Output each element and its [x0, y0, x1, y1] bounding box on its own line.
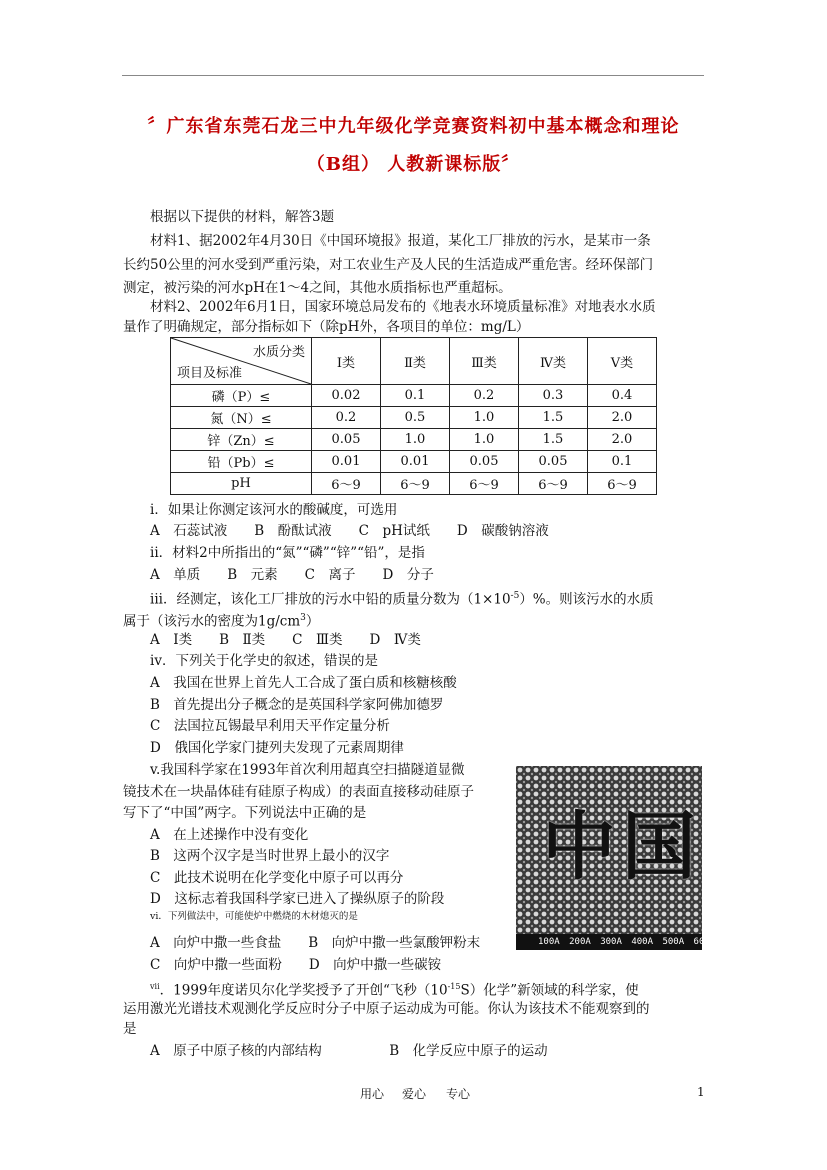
corner-top-label: 水质分类 — [252, 345, 305, 360]
q3-stem-line2: 属于（该污水的密度为$1g/cm^3$） — [123, 613, 320, 630]
q6-stem: vi．下列做法中，可能使炉中燃烧的木材熄灭的是 — [150, 911, 358, 922]
q5-option-c: C 此技术说明在化学变化中原子可以再分 — [150, 870, 404, 886]
table-cell: 1.5 — [519, 407, 588, 429]
table-row-label: pH — [171, 473, 312, 495]
header-rule — [122, 75, 704, 76]
table-cell: 0.5 — [381, 407, 450, 429]
footer-item: 用心 — [360, 1087, 385, 1101]
scale-label: 700A — [724, 937, 747, 947]
table-cell: 0.02 — [312, 385, 381, 407]
q4-option-b: B 首先提出分子概念的是英国科学家阿佛加德罗 — [150, 697, 444, 713]
scale-label: 300A — [600, 937, 622, 947]
table-cell: 0.3 — [519, 385, 588, 407]
table-cell: 0.05 — [312, 429, 381, 451]
q3-stem-line1: iii．经测定，该化工厂排放的污水中铅的质量分数为$(1\times 10^{-5})\%$。则该污水的水质 — [150, 591, 654, 608]
material1-line2: 长约50公里的河水受到严重污染，对工农业生产及人民的生活造成严重危害。经环保部门 — [123, 257, 654, 273]
table-cell: 0.1 — [381, 385, 450, 407]
stm-scale-bar — [516, 934, 747, 950]
table-header-cell: Ⅲ类 — [450, 338, 519, 385]
table-row-label: 氮（N）≤ — [171, 407, 312, 429]
scale-label: 500A — [662, 937, 685, 947]
table-cell: 0.01 — [312, 451, 381, 473]
table-cell: 0.2 — [450, 385, 519, 407]
table-row — [171, 385, 657, 407]
page-number: 1 — [697, 1085, 705, 1099]
table-cell: 0.01 — [381, 451, 450, 473]
q1-options: A 石蕊试液 B 酚酞试液 C pH试纸 D 碳酸钠溶液 — [150, 523, 549, 539]
document-title-line1: 〞广东省东莞石龙三中九年级化学竞赛资料初中基本概念和理论 — [147, 116, 680, 137]
q2-stem: ii．材料2中所指出的“氮”“磷”“锌”“铅”，是指 — [150, 545, 425, 561]
footer-item: 专心 — [446, 1087, 471, 1101]
table-row-label: 磷（P）≤ — [171, 385, 312, 407]
q6-options-row2: C 向炉中撒一些面粉 D 向炉中撒一些碳铵 — [150, 957, 442, 973]
scale-label: 600A — [693, 937, 716, 947]
table-cell: 2.0 — [588, 407, 657, 429]
material1-line1: 材料1、据2002年4月30日《中国环境报》报道，某化工厂排放的污水，是某市一条 — [150, 233, 651, 249]
material1-line3: 测定，被污染的河水pH在1～4之间，其他水质指标也严重超标。 — [123, 280, 512, 296]
q4-option-c: C 法国拉瓦锡最早利用天平作定量分析 — [150, 718, 390, 734]
q4-option-d: D 俄国化学家门捷列夫发现了元素周期律 — [150, 740, 404, 756]
intro: 根据以下提供的材料，解答3题 — [150, 209, 335, 225]
table-cell: 1.0 — [450, 429, 519, 451]
q5-stem-line3: 写下了“中国”两字。下列说法中正确的是 — [123, 805, 367, 821]
table-cell: 1.5 — [519, 429, 588, 451]
stm-image — [516, 766, 747, 950]
table-cell: 6～9 — [588, 473, 657, 495]
material2-line1: 材料2、2002年6月1日，国家环境总局发布的《地表水环境质量标准》对地表水水质 — [150, 299, 656, 315]
q7-stem-line2: 运用激光光谱技术观测化学反应时分子中原子运动成为可能。你认为该技术不能观察到的 — [123, 1001, 650, 1017]
q5-stem-line2: 镜技术在一块晶体硅有硅原子构成）的表面直接移动硅原子 — [123, 784, 474, 800]
q6-options-row1: A 向炉中撒一些食盐 B 向炉中撒一些氯酸钾粉末 — [150, 935, 481, 951]
table-row — [171, 473, 657, 495]
table-cell: 2.0 — [588, 429, 657, 451]
q7-options: A 原子中原子核的内部结构 B 化学反应中原子的运动 — [150, 1043, 548, 1059]
water-quality-table — [170, 337, 657, 495]
scale-label: 100A — [538, 937, 560, 947]
scale-label: 400A — [631, 937, 654, 947]
table-cell: 0.1 — [588, 451, 657, 473]
q3-options: A Ⅰ类 B Ⅱ类 C Ⅲ类 D Ⅳ类 — [150, 632, 421, 648]
q7-stem-line1: $^{vii}$．1999年度诺贝尔化学奖授予了开创“飞秒$(10^{-15}S)$化学”新领域的科学家，使 — [150, 982, 639, 999]
table-header-cell: Ⅱ类 — [381, 338, 450, 385]
table-header-cell: Ⅰ类 — [312, 338, 381, 385]
corner-bottom-label: 项目及标准 — [177, 366, 243, 381]
q1-stem: i．如果让你测定该河水的酸碱度，可选用 — [150, 502, 398, 518]
table-row-label: 锌（Zn）≤ — [171, 429, 312, 451]
table-header-cell: Ⅳ类 — [519, 338, 588, 385]
q5-option-b: B 这两个汉字是当时世界上最小的汉字 — [150, 848, 390, 864]
q7-stem-line3: 是 — [123, 1021, 137, 1037]
q5-option-d: D 这标志着我国科学家已进入了操纵原子的阶段 — [150, 891, 445, 907]
table-cell: 6～9 — [450, 473, 519, 495]
table-row-label: 铅（Pb）≤ — [171, 451, 312, 473]
table-row — [171, 451, 657, 473]
document-title-line2: （B组） 人教新课标版〞 — [306, 154, 521, 175]
table-cell: 0.2 — [312, 407, 381, 429]
table-cell: 1.0 — [381, 429, 450, 451]
q5-stem-line1: v.我国科学家在1993年首次利用超真空扫描隧道显微 — [150, 762, 465, 778]
table-cell: 1.0 — [450, 407, 519, 429]
table-header-cell: Ⅴ类 — [588, 338, 657, 385]
q4-option-a: A 我国在世界上首先人工合成了蛋白质和核糖核酸 — [150, 675, 457, 691]
table-cell: 0.05 — [519, 451, 588, 473]
stm-chars: 中国 — [542, 804, 702, 890]
table-row — [171, 407, 657, 429]
q2-options: A 单质 B 元素 C 离子 D 分子 — [150, 567, 434, 583]
scale-label: 200A — [569, 937, 591, 947]
table-row — [171, 429, 657, 451]
table-corner-cell — [171, 338, 312, 385]
table-cell: 6～9 — [519, 473, 588, 495]
table-cell: 0.05 — [450, 451, 519, 473]
table-cell: 6～9 — [312, 473, 381, 495]
table-cell: 6～9 — [381, 473, 450, 495]
table-cell: 0.4 — [588, 385, 657, 407]
footer-item: 爱心 — [402, 1087, 427, 1101]
table-header-row — [171, 338, 657, 385]
q5-option-a: A 在上述操作中没有变化 — [150, 827, 309, 843]
q4-stem: iv．下列关于化学史的叙述，错误的是 — [150, 653, 378, 669]
material2-line2: 量作了明确规定，部分指标如下（除pH外，各项目的单位：mg/L） — [123, 319, 530, 335]
